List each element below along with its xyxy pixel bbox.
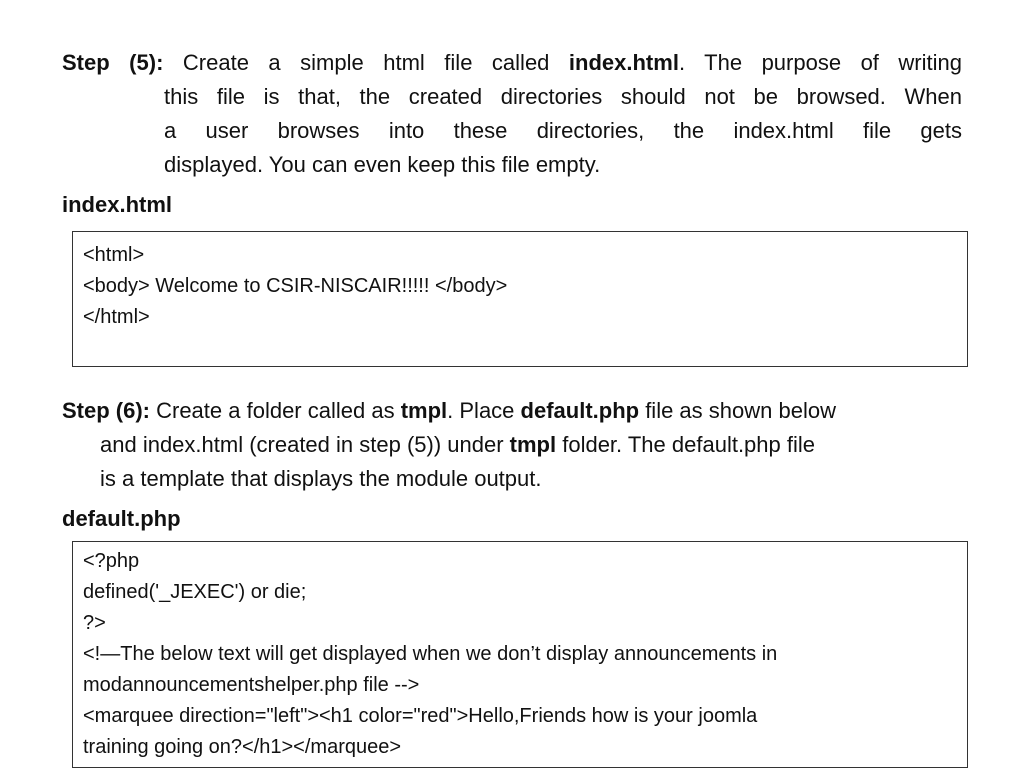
code-line: <html> xyxy=(83,244,145,266)
code-line: modannouncementshelper.php file --> xyxy=(83,674,420,696)
step-5-paragraph xyxy=(62,46,962,182)
step-6-line-2-text-2: folder. The default.php file xyxy=(556,432,815,457)
code-line: <?php xyxy=(83,550,140,572)
step-6-filename: default.php xyxy=(520,398,640,423)
code-line: <marquee direction="left"><h1 color="red">Hello,Friends how is your joomla xyxy=(83,705,758,727)
step-6-line-1 xyxy=(62,394,962,428)
code-line: ?> xyxy=(83,612,106,634)
step-6-text-2: . Place xyxy=(447,398,521,423)
step-5-line-1 xyxy=(62,46,962,80)
step-5-prefix: Step (5): xyxy=(62,50,164,75)
index-html-code-box xyxy=(72,231,968,367)
step-6-text-3: file as shown below xyxy=(639,398,836,423)
step-5-filename: index.html xyxy=(568,50,679,75)
step-6-line-3: is a template that displays the module output. xyxy=(100,466,542,491)
index-html-label: index.html xyxy=(62,192,173,217)
step-5-line-2: this file is that, the created directories should not be browsed. When xyxy=(164,84,962,109)
step-5-text-2: . The purpose of writing xyxy=(678,50,962,75)
step-6-folder: tmpl xyxy=(400,398,448,423)
step-6-text: Create a folder called as xyxy=(150,398,401,423)
step-5-line-3: a user browses into these directories, the index.html file gets xyxy=(164,118,962,143)
step-6-paragraph xyxy=(62,394,962,496)
code-line: <!—The below text will get displayed when we don’t display announcements in xyxy=(83,643,778,665)
step-6-folder-2: tmpl xyxy=(509,432,557,457)
code-line: defined('_JEXEC') or die; xyxy=(83,581,307,603)
step-5-line-4: displayed. You can even keep this file empty. xyxy=(164,152,601,177)
step-6-line-2 xyxy=(62,428,962,462)
default-php-code-box xyxy=(72,541,968,768)
step-6-line-2-text: and index.html (created in step (5)) under xyxy=(100,432,510,457)
step-5-text: Create a simple html file called xyxy=(163,50,569,75)
default-php-label: default.php xyxy=(62,506,181,531)
step-6-prefix: Step (6): xyxy=(62,398,150,423)
code-line: </html> xyxy=(83,306,150,328)
code-line: training going on?</h1></marquee> xyxy=(83,736,402,758)
code-line: <body> Welcome to CSIR-NISCAIR!!!!! </body> xyxy=(83,275,508,297)
